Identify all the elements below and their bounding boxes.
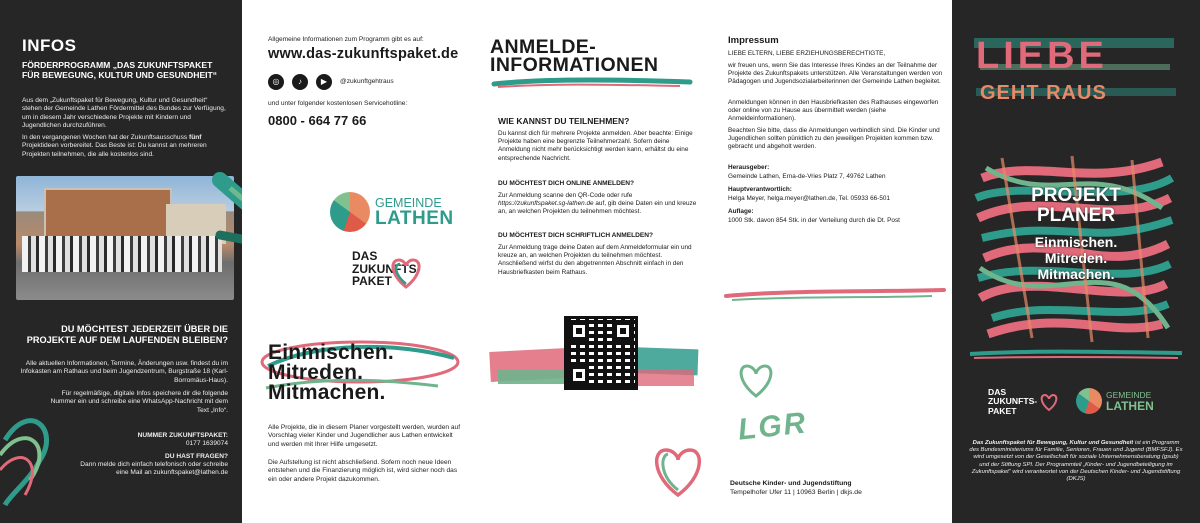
youtube-icon: ▶ [316,74,332,90]
heart-icon [734,360,778,400]
panel-infos [0,0,242,523]
gemeinde-lathen-logo-icon [330,192,370,232]
infos-subtitle: FÖRDERPROGRAMM „DAS ZUKUNFTSPAKET FÜR BEWEGUNG, KULTUR UND GESUNDHEIT“ [22,60,218,80]
cover-gemeinde-label: GEMEINDE [1106,390,1152,400]
number-label: NUMMER ZUKUNFTSPAKET: [137,432,228,439]
zukunftspaket-logo: DAS ZUKUNFTS- PAKET [352,249,421,288]
infos-paragraph-2: In den vergangenen Wochen hat der Zukunftsausschuss fünf Projektideen vorbereitet. Das Beste ist: Du kannst an mehreren Projekten teilnehmen, die alle kostenlos sind. [22,134,207,158]
publisher-value: Gemeinde Lathen, Erna-de-Vries Platz 7, 49762 Lathen [728,173,886,180]
dkjs-info: Deutsche Kinder- und Jugendstiftung Tempelhofer Ufer 11 | 10963 Berlin | dkjs.de [730,480,862,496]
tiktok-icon: ♪ [292,74,308,90]
cover-zukunftspaket-logo: DAS ZUKUNFTS- PAKET [988,387,1038,416]
cover-gemeinde-lathen-icon [1076,388,1102,414]
cover-brush-line [968,348,1184,362]
lgr-logo: LGR [736,406,809,447]
online-text: Zur Anmeldung scanne den QR-Code oder rufe https://zukunftspaket.sg-lathen.de auf, gib deine Daten ein und kreuze an, an welchen Projekten du teilnehmen möchtest. [498,192,697,216]
how-to-participate-text: Du kannst dich für mehrere Projekte anmelden. Aber beachte: Einige Projekte haben eine begrenzte Teilnehmerzahl. Sofern deine Anmeldung nicht mehr berücksichtigt werden kann, erhältst du eine entsprechende Nachricht. [498,130,693,162]
projects-paragraph-2: Die Aufstellung ist nicht abschließend. Sofern noch neue Ideen entstehen und die Finanzierung möglich ist, wird sicher noch das ein oder andere Projekt dazukommen. [268,459,458,483]
responsible-label: Hauptverantwortlich: [728,186,792,193]
panel-impressum [718,0,952,523]
lathen-label: LATHEN [375,208,454,229]
impressum-paragraph-1: wir freuen uns, wenn Sie das Interesse Ihres Kindes an der Teilnahme der Projekte des Zukunftspakets unterstützen. Alle Veranstaltungen werden von Pädagogen und Jugendsozialarbeiterinnen der Gemeinde Lathen begleitet. [728,62,943,86]
heart-scribble-decoration [0,400,60,510]
infos-heading: INFOS [22,36,77,55]
social-handle: @zukunftgehtraus [340,78,394,85]
registration-title: ANMELDE- INFORMATIONEN [490,36,659,76]
projects-paragraph-1: Alle Projekte, die in diesem Planer vorgestellt werden, wurden auf Vorschlag vieler Kinder und Jugendlicher aus Lathen entwickelt und werden mit Ihrer Hilfe umgesetzt. [268,424,461,448]
written-text: Zur Anmeldung trage deine Daten auf dem Anmeldeformular ein und kreuze an, an welchen Projekten du teilnehmen möchtest. Anschließend wirfst du den abgetrennten Abschnitt einfach in den Hausbriefkasten beim Rathaus. [498,244,692,276]
stay-updated-paragraph: Alle aktuellen Informationen, Termine, Änderungen usw. findest du im Infokasten am Rathaus und beim Jugendzentrum, Burgstraße 18 (Karl-Borromäus-Haus). [20,360,228,384]
gemeinde-label: GEMEINDE [375,196,442,210]
hotline-label: und unter folgender kostenlosen Servicehotline: [268,100,408,107]
whatsapp-paragraph: Für regelmäßige, digitale Infos speichere dir die folgende Nummer ein und schreibe eine WhatsApp-Nachricht mit dem Text „Info“. [50,390,228,414]
publisher-label: Herausgeber: [728,164,770,171]
cover-slogan: Einmischen. Mitreden. Mitmachen. [1034,234,1118,282]
heart-icon [1038,392,1060,412]
infos-paragraph-1: Aus dem „Zukunftspaket für Bewegung, Kultur und Gesundheit“ stehen der Gemeinde Lathen Fördermittel des Bundes zur Verfügung, um in diesem Jahr verschiedene Projekte mit Kindern und Jugendlichen durchzuführen. [22,97,226,129]
questions-label: DU HAST FRAGEN? [164,453,228,460]
panel-program-info [242,0,478,523]
heart-icon [648,440,708,500]
online-heading: DU MÖCHTEST DICH ONLINE ANMELDEN? [498,180,635,187]
panel-cover [952,0,1200,523]
cover-footer-text: Das Zukunftspaket für Bewegung, Kultur und Gesundheit ist ein Programm des Bundesministeriums für Familie, Senioren, Frauen und Jugend (BMFSFJ). Es wird umgesetzt von der Gesellschaft für soziale Unternehmensberatung (gsub) und der Stiftung SPI. Der Programmteil „Kinder- und Jugendbeteiligung im Zukunftspaket“ wird verantwortet von der Deutschen Kinder- und Jugendstiftung (DKJS) [969,440,1183,483]
hotline-number: 0800 - 664 77 66 [268,113,367,128]
edition-value: 1000 Stk. davon 854 Stk. in der Verteilung durch die Dt. Post [728,217,900,224]
heart-icon [388,256,424,290]
questions-paragraph: Dann melde dich einfach telefonisch oder schreibe eine Mail an zukunftspaket@lathen.de [80,461,228,477]
title-underline-decoration [490,76,710,90]
panel-registration [478,0,718,523]
brush-arrow-decoration [200,150,242,270]
impressum-heading: Impressum [728,35,779,46]
cover-title-liebe: LIEBE [976,35,1108,77]
impressum-brush-line [722,286,948,306]
impressum-salutation: LIEBE ELTERN, LIEBE ERZIEHUNGSBERECHTIGTE, [728,50,886,57]
number-value: 0177 1639074 [185,440,228,447]
responsible-value: Helga Meyer, helga.meyer@lathen.de, Tel. 05933 66-501 [728,195,890,202]
impressum-paragraph-2: Anmeldungen können in den Hausbriefkasten des Rathauses eingeworfen oder online von zu Hause aus übermittelt werden (siehe Anmeldeinformationen). [728,99,939,123]
instagram-icon: ◎ [268,74,284,90]
written-heading: DU MÖCHTEST DICH SCHRIFTLICH ANMELDEN? [498,232,654,239]
cover-title-geht-raus: GEHT RAUS [980,82,1107,104]
cover-lathen-label: LATHEN [1106,399,1154,413]
registration-qr-code[interactable] [564,316,638,390]
program-url[interactable]: www.das-zukunftspaket.de [268,46,459,62]
program-intro: Allgemeine Informationen zum Programm gibt es auf: [268,36,424,43]
how-to-participate-heading: WIE KANNST DU TEILNEHMEN? [498,116,630,126]
slogan: Einmischen. Mitreden. Mitmachen. [268,341,394,404]
edition-label: Auflage: [728,208,754,215]
project-planner-title: PROJEKT PLANER [1031,185,1121,226]
stay-updated-heading: DU MÖCHTEST JEDERZEIT ÜBER DIE PROJEKTE AUF DEM LAUFENDEN BLEIBEN? [26,324,228,345]
impressum-paragraph-3: Beachten Sie bitte, dass die Anmeldungen verbindlich sind. Die Kinder und Jugendlichen sollten pünktlich zu den jeweiligen Projekten kommen bzw. gebracht und abgeholt werden. [728,127,940,151]
